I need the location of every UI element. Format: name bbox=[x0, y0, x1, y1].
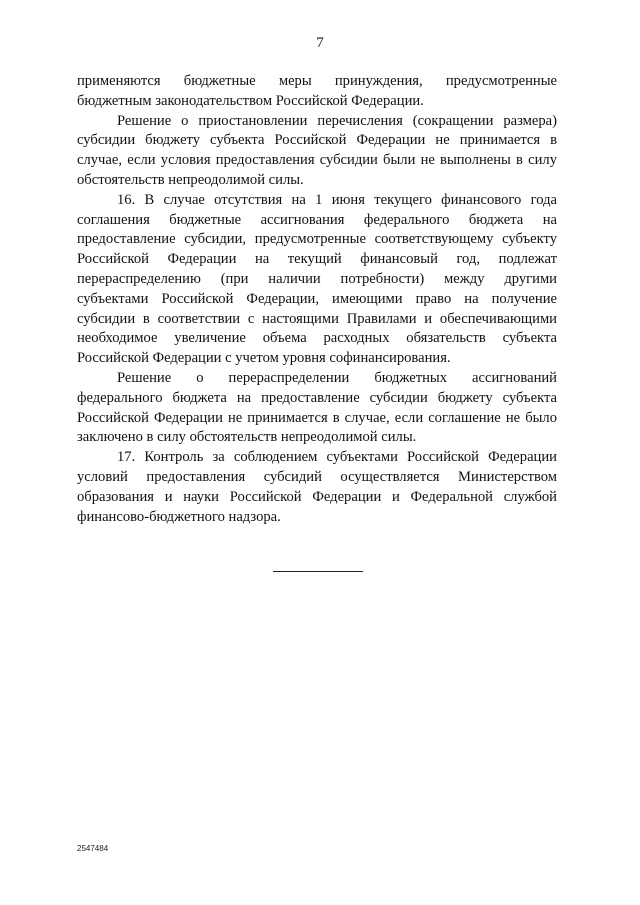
body-text bbox=[77, 72, 557, 527]
text-line: обстоятельств непреодолимой силы. bbox=[77, 171, 304, 188]
page-number: 7 bbox=[316, 35, 324, 51]
text-line: 16. В случае отсутствия на 1 июня текущего финансового года bbox=[117, 191, 557, 208]
text-line: субъектами Российской Федерации, имеющими право на получение bbox=[77, 290, 557, 307]
text-line: Российской Федерации с учетом уровня софинансирования. bbox=[77, 350, 451, 367]
text-line: предоставление субсидии, предусмотренные соответствующему субъекту bbox=[77, 231, 557, 248]
text-line: Российской Федерации на текущий финансовый год, подлежат bbox=[77, 251, 557, 268]
text-line: образования и науки Российской Федерации и Федеральной службой bbox=[77, 488, 557, 505]
text-line: финансово-бюджетного надзора. bbox=[77, 508, 281, 525]
text-line: заключено в силу обстоятельств непреодолимой силы. bbox=[77, 429, 417, 446]
text-line: применяются бюджетные меры принуждения, предусмотренные bbox=[77, 73, 557, 89]
text-line: Российской Федерации не принимается в случае, если соглашение не было bbox=[77, 409, 557, 426]
text-line: 17. Контроль за соблюдением субъектами Российской Федерации bbox=[117, 449, 557, 466]
text-line: бюджетным законодательством Российской Федерации. bbox=[77, 92, 424, 109]
text-line: необходимое увеличение объема расходных обязательств субъекта bbox=[77, 330, 557, 347]
text-line: субсидии в соответствии с настоящими Правилами и обеспечивающими bbox=[77, 310, 557, 327]
text-line: Решение о перераспределении бюджетных ассигнований bbox=[117, 369, 557, 386]
text-line: условий предоставления субсидий осуществляется Министерством bbox=[77, 468, 557, 485]
text-line: федерального бюджета на предоставление субсидии бюджету субъекта bbox=[77, 389, 557, 406]
text-line: случае, если условия предоставления субсидии были не выполнены в силу bbox=[77, 152, 557, 169]
text-line: перераспределению (при наличии потребности) между другими bbox=[77, 270, 557, 287]
text-line: Решение о приостановлении перечисления (сокращении размера) bbox=[117, 112, 557, 129]
text-line: субсидии бюджету субъекта Российской Федерации не принимается в bbox=[77, 132, 557, 149]
document-code: 2547484 bbox=[77, 844, 109, 853]
text-line: соглашения бюджетные ассигнования федерального бюджета на bbox=[77, 211, 557, 228]
end-separator-line bbox=[273, 571, 363, 572]
